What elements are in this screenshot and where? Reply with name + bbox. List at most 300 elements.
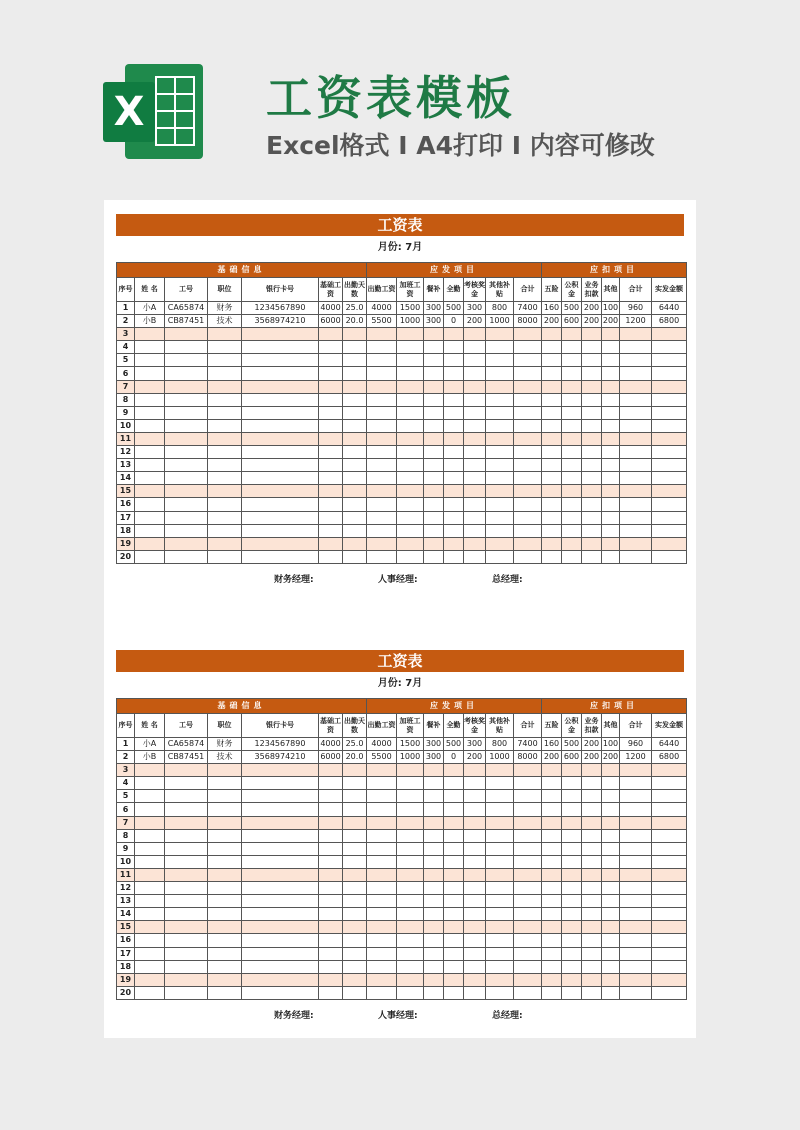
table-cell[interactable] <box>367 960 397 973</box>
table-cell[interactable] <box>343 829 367 842</box>
table-cell[interactable] <box>602 406 620 419</box>
table-cell[interactable] <box>562 432 582 445</box>
table-cell[interactable] <box>602 341 620 354</box>
table-cell[interactable] <box>424 511 444 524</box>
table-cell[interactable] <box>397 803 424 816</box>
table-cell[interactable] <box>486 895 514 908</box>
table-cell[interactable] <box>542 472 562 485</box>
table-cell[interactable] <box>542 764 562 777</box>
table-cell[interactable] <box>242 921 319 934</box>
table-cell[interactable] <box>367 947 397 960</box>
table-cell[interactable] <box>208 472 242 485</box>
table-cell[interactable] <box>620 986 652 999</box>
table-cell[interactable] <box>424 986 444 999</box>
table-cell[interactable] <box>486 816 514 829</box>
table-cell[interactable]: 财务 <box>208 738 242 751</box>
table-cell[interactable] <box>424 855 444 868</box>
table-cell[interactable] <box>486 459 514 472</box>
table-cell[interactable] <box>602 868 620 881</box>
table-cell[interactable] <box>424 868 444 881</box>
table-cell[interactable] <box>562 855 582 868</box>
table-cell[interactable] <box>652 524 687 537</box>
table-cell[interactable] <box>424 354 444 367</box>
table-cell[interactable] <box>424 485 444 498</box>
table-cell[interactable]: 1000 <box>486 315 514 328</box>
table-cell[interactable] <box>397 777 424 790</box>
table-cell[interactable] <box>602 485 620 498</box>
table-cell[interactable]: 技术 <box>208 751 242 764</box>
table-cell[interactable]: 25.0 <box>343 738 367 751</box>
table-cell[interactable] <box>562 341 582 354</box>
table-cell[interactable] <box>562 328 582 341</box>
table-cell[interactable] <box>464 341 486 354</box>
table-cell[interactable] <box>424 882 444 895</box>
table-cell[interactable] <box>424 419 444 432</box>
table-cell[interactable]: 1200 <box>620 315 652 328</box>
table-cell[interactable] <box>397 986 424 999</box>
table-cell[interactable] <box>397 406 424 419</box>
table-cell[interactable] <box>444 882 464 895</box>
table-cell[interactable] <box>542 829 562 842</box>
table-cell[interactable]: 8000 <box>514 751 542 764</box>
table-cell[interactable]: 160 <box>542 738 562 751</box>
table-cell[interactable]: CA65874 <box>165 302 208 315</box>
table-cell[interactable] <box>602 908 620 921</box>
table-cell[interactable]: 0 <box>444 751 464 764</box>
table-cell[interactable] <box>135 550 165 563</box>
table-cell[interactable] <box>542 524 562 537</box>
table-cell[interactable] <box>652 511 687 524</box>
table-cell[interactable] <box>582 432 602 445</box>
table-cell[interactable] <box>514 406 542 419</box>
table-cell[interactable]: 1234567890 <box>242 302 319 315</box>
table-cell[interactable] <box>319 973 343 986</box>
table-cell[interactable] <box>514 764 542 777</box>
table-cell[interactable] <box>367 764 397 777</box>
table-cell[interactable]: 小B <box>135 315 165 328</box>
table-cell[interactable] <box>652 472 687 485</box>
table-cell[interactable] <box>208 777 242 790</box>
table-cell[interactable] <box>444 354 464 367</box>
table-cell[interactable] <box>542 354 562 367</box>
table-cell[interactable] <box>343 973 367 986</box>
table-cell[interactable] <box>562 842 582 855</box>
table-cell[interactable] <box>464 446 486 459</box>
table-cell[interactable] <box>652 895 687 908</box>
table-cell[interactable] <box>424 764 444 777</box>
table-cell[interactable] <box>397 934 424 947</box>
table-cell[interactable] <box>165 882 208 895</box>
table-cell[interactable] <box>424 921 444 934</box>
table-cell[interactable] <box>562 947 582 960</box>
table-cell[interactable] <box>464 960 486 973</box>
table-cell[interactable] <box>319 537 343 550</box>
table-cell[interactable]: 小B <box>135 751 165 764</box>
table-cell[interactable] <box>582 855 602 868</box>
table-cell[interactable] <box>652 367 687 380</box>
table-cell[interactable]: 960 <box>620 738 652 751</box>
table-cell[interactable] <box>486 764 514 777</box>
table-cell[interactable] <box>424 341 444 354</box>
table-cell[interactable] <box>444 895 464 908</box>
table-cell[interactable] <box>652 777 687 790</box>
table-cell[interactable] <box>242 855 319 868</box>
table-cell[interactable] <box>208 485 242 498</box>
table-cell[interactable]: 5500 <box>367 751 397 764</box>
table-cell[interactable] <box>486 485 514 498</box>
table-cell[interactable] <box>620 367 652 380</box>
table-cell[interactable] <box>514 842 542 855</box>
table-cell[interactable]: 1000 <box>486 751 514 764</box>
table-cell[interactable] <box>652 829 687 842</box>
table-cell[interactable] <box>367 855 397 868</box>
table-cell[interactable] <box>319 393 343 406</box>
table-cell[interactable] <box>652 790 687 803</box>
table-cell[interactable] <box>542 328 562 341</box>
table-cell[interactable] <box>542 934 562 947</box>
table-cell[interactable] <box>208 829 242 842</box>
table-cell[interactable] <box>582 498 602 511</box>
table-cell[interactable] <box>652 380 687 393</box>
table-cell[interactable] <box>620 790 652 803</box>
table-cell[interactable]: 500 <box>444 738 464 751</box>
table-cell[interactable] <box>464 829 486 842</box>
table-cell[interactable] <box>343 986 367 999</box>
table-cell[interactable] <box>135 777 165 790</box>
table-cell[interactable]: CB87451 <box>165 751 208 764</box>
table-cell[interactable] <box>444 524 464 537</box>
table-cell[interactable] <box>542 882 562 895</box>
table-cell[interactable] <box>514 777 542 790</box>
table-cell[interactable] <box>562 419 582 432</box>
table-cell[interactable] <box>486 973 514 986</box>
table-cell[interactable] <box>343 842 367 855</box>
table-cell[interactable] <box>486 354 514 367</box>
table-cell[interactable] <box>652 842 687 855</box>
table-cell[interactable] <box>652 934 687 947</box>
table-cell[interactable]: 200 <box>542 315 562 328</box>
table-cell[interactable] <box>486 393 514 406</box>
table-cell[interactable] <box>514 550 542 563</box>
table-cell[interactable] <box>602 803 620 816</box>
table-cell[interactable] <box>620 803 652 816</box>
table-cell[interactable] <box>602 537 620 550</box>
table-cell[interactable] <box>542 816 562 829</box>
table-cell[interactable] <box>367 511 397 524</box>
table-cell[interactable] <box>464 816 486 829</box>
table-cell[interactable] <box>444 973 464 986</box>
table-cell[interactable] <box>582 842 602 855</box>
table-cell[interactable] <box>486 472 514 485</box>
table-cell[interactable] <box>562 790 582 803</box>
table-cell[interactable] <box>486 882 514 895</box>
table-cell[interactable] <box>319 524 343 537</box>
table-cell[interactable] <box>367 498 397 511</box>
table-cell[interactable] <box>208 524 242 537</box>
table-cell[interactable] <box>343 328 367 341</box>
table-cell[interactable]: 500 <box>562 302 582 315</box>
table-cell[interactable] <box>542 960 562 973</box>
table-cell[interactable] <box>464 803 486 816</box>
table-cell[interactable] <box>562 973 582 986</box>
table-cell[interactable] <box>397 511 424 524</box>
table-cell[interactable] <box>135 472 165 485</box>
table-cell[interactable]: 6440 <box>652 738 687 751</box>
table-cell[interactable] <box>242 406 319 419</box>
table-cell[interactable] <box>582 921 602 934</box>
table-cell[interactable] <box>652 947 687 960</box>
table-cell[interactable] <box>562 511 582 524</box>
table-cell[interactable] <box>652 537 687 550</box>
table-cell[interactable] <box>444 550 464 563</box>
table-cell[interactable] <box>367 829 397 842</box>
table-cell[interactable] <box>602 790 620 803</box>
table-cell[interactable] <box>208 341 242 354</box>
table-cell[interactable] <box>514 380 542 393</box>
table-cell[interactable] <box>135 973 165 986</box>
table-cell[interactable] <box>486 550 514 563</box>
table-cell[interactable] <box>319 829 343 842</box>
table-cell[interactable]: 600 <box>562 751 582 764</box>
table-cell[interactable] <box>514 459 542 472</box>
table-cell[interactable] <box>486 960 514 973</box>
table-cell[interactable] <box>444 908 464 921</box>
table-cell[interactable] <box>343 511 367 524</box>
table-cell[interactable] <box>397 393 424 406</box>
table-cell[interactable] <box>464 908 486 921</box>
table-cell[interactable] <box>582 485 602 498</box>
table-cell[interactable] <box>208 868 242 881</box>
table-cell[interactable] <box>542 380 562 393</box>
table-cell[interactable] <box>514 511 542 524</box>
table-cell[interactable] <box>620 842 652 855</box>
table-cell[interactable] <box>343 432 367 445</box>
table-cell[interactable] <box>652 406 687 419</box>
table-cell[interactable] <box>486 419 514 432</box>
table-cell[interactable] <box>582 973 602 986</box>
table-cell[interactable] <box>242 341 319 354</box>
table-cell[interactable] <box>424 947 444 960</box>
table-cell[interactable] <box>208 934 242 947</box>
table-cell[interactable] <box>343 908 367 921</box>
table-cell[interactable] <box>542 895 562 908</box>
table-cell[interactable]: 1 <box>117 738 135 751</box>
table-cell[interactable] <box>397 868 424 881</box>
table-cell[interactable]: 2 <box>117 315 135 328</box>
table-cell[interactable] <box>486 380 514 393</box>
table-cell[interactable] <box>135 459 165 472</box>
table-cell[interactable] <box>165 908 208 921</box>
table-cell[interactable] <box>319 986 343 999</box>
table-cell[interactable] <box>444 986 464 999</box>
table-cell[interactable] <box>208 419 242 432</box>
table-cell[interactable] <box>444 511 464 524</box>
table-cell[interactable] <box>486 524 514 537</box>
table-cell[interactable] <box>208 921 242 934</box>
table-cell[interactable] <box>652 882 687 895</box>
table-cell[interactable]: 200 <box>602 751 620 764</box>
table-cell[interactable] <box>367 842 397 855</box>
table-cell[interactable] <box>486 367 514 380</box>
table-cell[interactable] <box>620 328 652 341</box>
table-cell[interactable] <box>135 354 165 367</box>
table-cell[interactable] <box>165 446 208 459</box>
table-cell[interactable] <box>242 393 319 406</box>
table-cell[interactable] <box>562 459 582 472</box>
table-cell[interactable] <box>602 842 620 855</box>
table-cell[interactable] <box>542 419 562 432</box>
table-cell[interactable] <box>165 432 208 445</box>
table-cell[interactable] <box>367 986 397 999</box>
table-cell[interactable]: 20.0 <box>343 751 367 764</box>
table-cell[interactable] <box>444 485 464 498</box>
table-cell[interactable] <box>135 524 165 537</box>
table-cell[interactable] <box>242 524 319 537</box>
table-cell[interactable] <box>135 764 165 777</box>
table-cell[interactable] <box>242 882 319 895</box>
table-cell[interactable] <box>620 908 652 921</box>
table-cell[interactable] <box>319 354 343 367</box>
table-cell[interactable] <box>208 842 242 855</box>
table-cell[interactable] <box>319 868 343 881</box>
table-cell[interactable] <box>620 498 652 511</box>
table-cell[interactable] <box>620 472 652 485</box>
table-cell[interactable] <box>165 537 208 550</box>
table-cell[interactable] <box>582 406 602 419</box>
table-cell[interactable] <box>620 485 652 498</box>
table-cell[interactable] <box>562 803 582 816</box>
table-cell[interactable] <box>464 432 486 445</box>
table-cell[interactable] <box>397 446 424 459</box>
table-cell[interactable]: 300 <box>424 302 444 315</box>
table-cell[interactable] <box>242 934 319 947</box>
table-cell[interactable]: 0 <box>444 315 464 328</box>
table-cell[interactable] <box>242 908 319 921</box>
table-cell[interactable] <box>620 511 652 524</box>
table-cell[interactable] <box>424 367 444 380</box>
table-cell[interactable] <box>165 777 208 790</box>
table-cell[interactable]: 1500 <box>397 302 424 315</box>
table-cell[interactable] <box>486 328 514 341</box>
table-cell[interactable] <box>602 432 620 445</box>
table-cell[interactable] <box>562 829 582 842</box>
table-cell[interactable] <box>582 472 602 485</box>
table-cell[interactable] <box>542 367 562 380</box>
table-cell[interactable] <box>319 764 343 777</box>
table-cell[interactable] <box>562 868 582 881</box>
table-cell[interactable] <box>424 908 444 921</box>
table-cell[interactable]: 8000 <box>514 315 542 328</box>
table-cell[interactable] <box>208 328 242 341</box>
table-cell[interactable] <box>444 960 464 973</box>
table-cell[interactable] <box>562 354 582 367</box>
table-cell[interactable] <box>444 829 464 842</box>
table-cell[interactable]: 6000 <box>319 315 343 328</box>
table-cell[interactable] <box>514 803 542 816</box>
table-cell[interactable] <box>602 393 620 406</box>
table-cell[interactable] <box>514 472 542 485</box>
table-cell[interactable]: 200 <box>582 315 602 328</box>
table-cell[interactable] <box>367 406 397 419</box>
table-cell[interactable] <box>514 354 542 367</box>
table-cell[interactable] <box>397 341 424 354</box>
table-cell[interactable] <box>208 816 242 829</box>
table-cell[interactable] <box>367 803 397 816</box>
table-cell[interactable] <box>397 498 424 511</box>
table-cell[interactable] <box>165 380 208 393</box>
table-cell[interactable] <box>444 472 464 485</box>
table-cell[interactable] <box>620 855 652 868</box>
table-cell[interactable] <box>464 882 486 895</box>
table-cell[interactable] <box>343 934 367 947</box>
table-cell[interactable]: 100 <box>602 302 620 315</box>
table-cell[interactable] <box>242 472 319 485</box>
table-cell[interactable] <box>319 406 343 419</box>
table-cell[interactable]: 300 <box>424 315 444 328</box>
table-cell[interactable] <box>319 328 343 341</box>
table-cell[interactable] <box>514 367 542 380</box>
table-cell[interactable] <box>135 960 165 973</box>
table-cell[interactable] <box>582 511 602 524</box>
table-cell[interactable] <box>367 354 397 367</box>
table-cell[interactable] <box>652 498 687 511</box>
table-cell[interactable]: 3568974210 <box>242 751 319 764</box>
table-cell[interactable] <box>444 419 464 432</box>
table-cell[interactable] <box>165 419 208 432</box>
table-cell[interactable] <box>319 341 343 354</box>
table-cell[interactable] <box>319 947 343 960</box>
table-cell[interactable] <box>562 485 582 498</box>
table-cell[interactable] <box>343 550 367 563</box>
table-cell[interactable] <box>165 406 208 419</box>
table-cell[interactable] <box>397 419 424 432</box>
table-cell[interactable] <box>424 498 444 511</box>
table-cell[interactable] <box>652 803 687 816</box>
table-cell[interactable] <box>582 354 602 367</box>
table-cell[interactable] <box>424 973 444 986</box>
table-cell[interactable] <box>514 855 542 868</box>
table-cell[interactable] <box>135 855 165 868</box>
table-cell[interactable] <box>562 367 582 380</box>
table-cell[interactable] <box>135 406 165 419</box>
table-cell[interactable] <box>514 829 542 842</box>
table-cell[interactable] <box>343 393 367 406</box>
table-cell[interactable] <box>542 485 562 498</box>
table-cell[interactable] <box>424 328 444 341</box>
table-cell[interactable] <box>242 973 319 986</box>
table-cell[interactable] <box>397 947 424 960</box>
table-cell[interactable] <box>620 777 652 790</box>
table-cell[interactable] <box>343 947 367 960</box>
table-cell[interactable] <box>514 328 542 341</box>
table-cell[interactable] <box>464 524 486 537</box>
table-cell[interactable] <box>514 485 542 498</box>
table-cell[interactable] <box>582 986 602 999</box>
table-cell[interactable] <box>343 380 367 393</box>
table-cell[interactable] <box>424 777 444 790</box>
table-cell[interactable] <box>165 868 208 881</box>
table-cell[interactable] <box>343 419 367 432</box>
table-cell[interactable] <box>135 537 165 550</box>
table-cell[interactable] <box>343 816 367 829</box>
table-cell[interactable] <box>208 406 242 419</box>
table-cell[interactable] <box>135 868 165 881</box>
table-cell[interactable] <box>582 367 602 380</box>
table-cell[interactable] <box>620 973 652 986</box>
table-cell[interactable] <box>319 459 343 472</box>
table-cell[interactable] <box>165 986 208 999</box>
table-cell[interactable] <box>165 960 208 973</box>
